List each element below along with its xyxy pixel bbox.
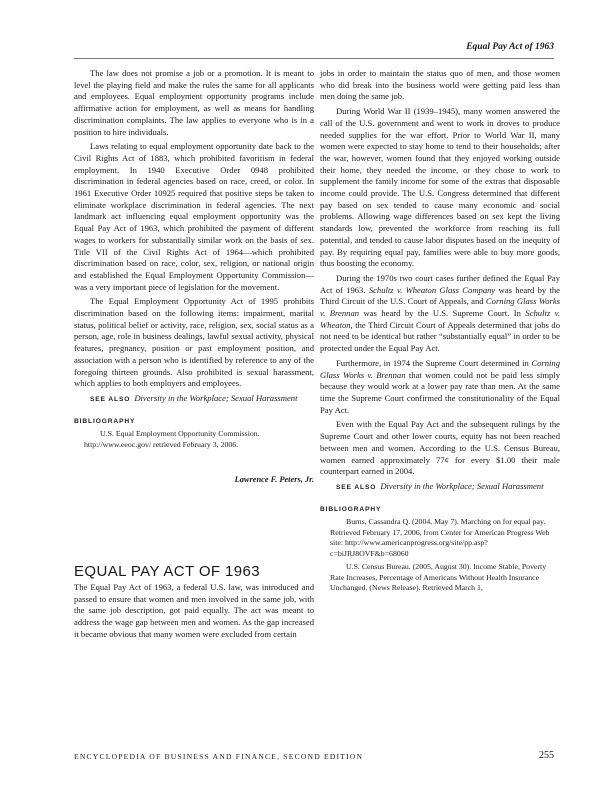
bibliography-entry: U.S. Census Bureau. (2005, August 30). Income Stable, Poverty Rate Increases, Percentage of Americans Without Health Insurance Unchanged. (News Release). Retrieved March 1, xyxy=(330,562,547,593)
paragraph: The law does not promise a job or a promotion. It is meant to level the playing field and make the rules the same for all applicants and employees. Equal employment opportunity programs include affirmative action for employment, as well as means for handling discrimination complaints. The law applies to everyone who is in a position to hire individuals. xyxy=(74,68,314,137)
paragraph: The Equal Pay Act of 1963, a federal U.S. law, was introduced and passed to ensure that women and men involved in the same job, with the same job description, got paid equally. The act was meant to address the wage gap between men and women. As the gap increased it became obvious that many women were excluded from certain xyxy=(74,581,314,639)
left-column xyxy=(74,68,314,643)
paragraph: Furthermore, in 1974 the Supreme Court determined in Corning Glass Works v. Brennan that women could not be paid less simply because they would work at a lower pay rate than men. At the same time the Supreme Court confirmed the constitutionality of the Equal Pay Act. xyxy=(320,357,560,415)
see-also xyxy=(74,393,314,406)
see-also-label: SEE ALSO xyxy=(90,395,131,403)
bibliography-entry: Burns, Cassandra Q. (2004, May 7). Marching on for equal pay. Retrieved February 17, 2006, from Center for American Progress Web site: http://www.americanprogress.org/site/pp.asp?c=biJRJ8OVF&b=68060 xyxy=(330,517,550,558)
entry-title: EQUAL PAY ACT OF 1963 xyxy=(74,563,260,581)
header-rule xyxy=(74,58,554,59)
see-also xyxy=(320,481,560,494)
paragraph: During the 1970s two court cases further defined the Equal Pay Act of 1963. Schultz v. Wheaton Glass Company was heard by the Third Circuit of the U.S. Court of Appeals, and Corning Glass Works v. Brennan was heard by the U.S. Supreme Court. In Schultz v. Wheaton, the Third Circuit Court of Appeals determined that jobs do not need to be identical but rather “substantially equal” in order to be protected under the Equal Pay Act. xyxy=(320,272,560,354)
author-byline: Lawrence F. Peters, Jr. xyxy=(234,475,314,485)
see-also-link[interactable]: Diversity in the Workplace; Sexual Harassment xyxy=(380,480,544,491)
case-name: Schultz v. Wheaton xyxy=(320,308,560,330)
running-head: Equal Pay Act of 1963 xyxy=(466,42,554,52)
bibliography-heading: BIBLIOGRAPHY xyxy=(320,505,382,513)
see-also-label: SEE ALSO xyxy=(336,483,377,491)
paragraph: During World War II (1939–1945), many women answered the call of the U.S. government and went to work in droves to produce needed supplies for the war effort. Prior to World War II, many women were expected to stay home to tend to their households; after the war, however, women found that they enjoyed working outside their home, they needed the income, or they chose to work to supplement the family income for some of the extras that disposable income could provide. The U.S. Congress determined that different pay based on sex tended to cause many economic and social problems. Allowing wage differences based on sex kept the living standards low, prevented the workforce from reaching its full potential, and tended to cause labor disputes based on the inequity of pay. By requiring equal pay, families were able to buy more goods, thus boosting the economy. xyxy=(320,106,560,269)
right-column xyxy=(320,68,560,597)
case-name: Schultz v. Wheaton Glass Company xyxy=(368,284,496,295)
publication-footer: ENCYCLOPEDIA OF BUSINESS AND FINANCE, SECOND EDITION xyxy=(74,752,364,761)
page-number: 255 xyxy=(539,750,554,761)
bibliography-entry: U.S. Equal Employment Opportunity Commission. http://www.eeoc.gov/ retrieved February 3, 2006. xyxy=(84,429,260,449)
see-also-link[interactable]: Diversity in the Workplace; Sexual Harassment xyxy=(134,392,298,403)
paragraph: Laws relating to equal employment opportunity date back to the Civil Rights Act of 1883, which prohibited favoritism in federal employment. In 1940 Executive Order 0948 prohibited discrimination in federal agencies based on race, creed, or color. In 1961 Executive Order 10925 required that positive steps be taken to eliminate workplace discrimination in federal agencies. The next landmark act influencing equal employment opportunity was the Equal Pay Act of 1963, which prohibited the payment of different wages to workers for substantially similar work on the basis of sex. Title VII of the Civil Rights Act of 1964—which prohibited discrimination based on race, color, sex, religion, or national origin and established the Equal Employment Opportunity Commission—was a very important piece of legislation for the movement. xyxy=(74,141,314,292)
paragraph: jobs in order to maintain the status quo of men, and those women who did break into the business world were getting paid less than men doing the same job. xyxy=(320,68,560,102)
case-name: Corning Glass Works v. Brennan xyxy=(320,296,560,319)
paragraph: Even with the Equal Pay Act and the subsequent rulings by the Supreme Court and other lower courts, equity has not been reached between men and women. According to the U.S. Census Bureau, women earned approximately 77¢ for every $1.00 their male counterpart earned in 2004. xyxy=(320,419,560,477)
paragraph: The Equal Employment Opportunity Act of 1995 prohibits discrimination based on the following items: impairment, marital status, political belief or activity, race, religion, sex, social status as a person, age, role in business dealings, lawful sexual activity, physical features, pregnancy, position or past employment position, and association with a person who is identified by reference to any of the foregoing thirteen grounds. Also prohibited is sexual harassment, which applies to both employers and employees. xyxy=(74,296,314,389)
case-name: Corning Glass Works v. Brennan xyxy=(320,357,560,380)
bibliography-heading: BIBLIOGRAPHY xyxy=(74,417,136,425)
